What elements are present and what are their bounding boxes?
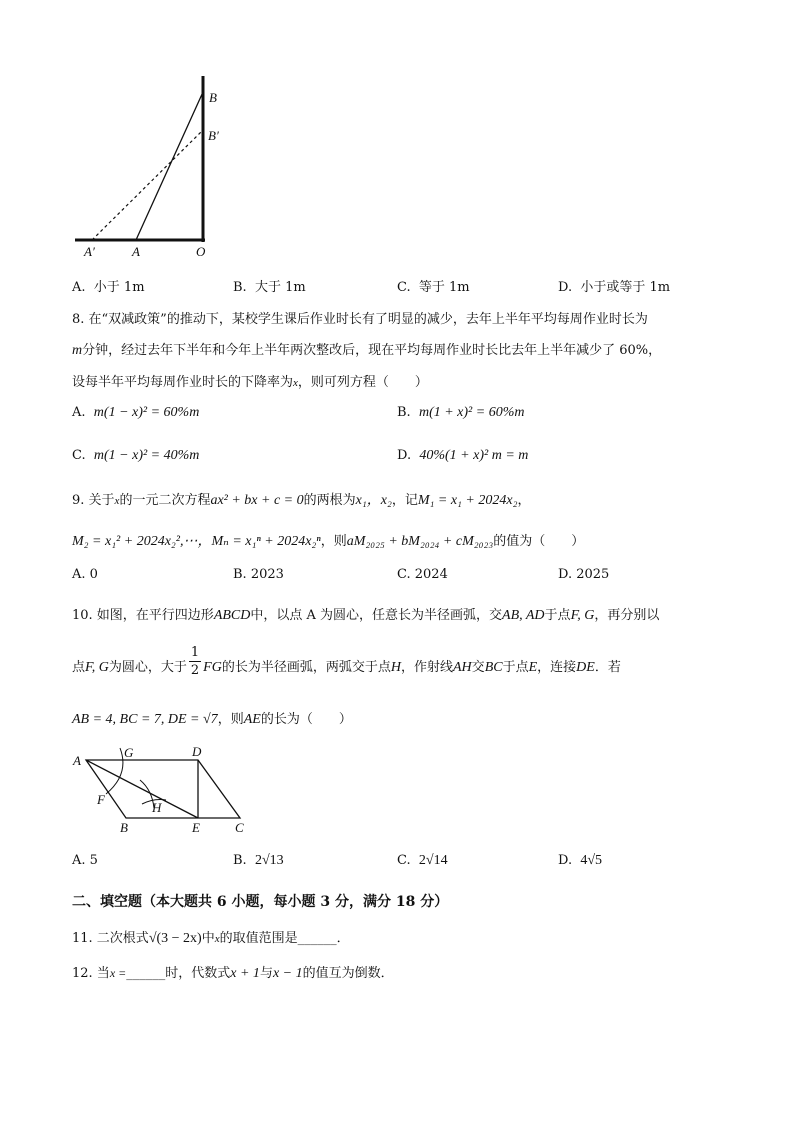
label-O: O xyxy=(196,244,206,259)
q10-line-1: 10. 如图，在平行四边形ABCD中，以点 A 为圆心，任意长为半径画弧，交AB, AD于点F, G，再分别以 xyxy=(72,608,660,623)
q10-option-a: A. 5 xyxy=(72,853,98,868)
parallelogram-figure xyxy=(70,740,260,840)
label-B: B xyxy=(209,90,217,105)
q9-option-c: C. 2024 xyxy=(397,567,448,582)
section-2-title: 二、填空题（本大题共 6 小题，每小题 3 分，满分 18 分） xyxy=(72,894,449,910)
label-A: A xyxy=(73,753,81,768)
q8-line-1: 8. 在“双减政策”的推动下，某校学生课后作业时长有了明显的减少，去年上半年平均每周作业时长为 xyxy=(72,312,648,327)
label-H: H xyxy=(152,800,162,815)
label-E: E xyxy=(192,820,200,835)
ladder-figure xyxy=(70,70,240,265)
q12-blank[interactable]: ______ xyxy=(126,966,166,981)
fraction-half: $\frac{1}{2}$ xyxy=(190,645,200,678)
q7-option-c: C. 等于 1m xyxy=(397,280,470,295)
q12-line: 12. 当x =______时，代数式x + 1与x − 1的值互为倒数． xyxy=(72,966,394,981)
label-A: A xyxy=(132,244,140,259)
parallelogram-abcd xyxy=(86,760,240,818)
label-B: B xyxy=(120,820,128,835)
q7-option-a: A. 小于 1m xyxy=(72,280,145,295)
q11-blank[interactable]: ______ xyxy=(297,931,337,946)
q9-line-2: M₂ = x₁² + 2024x₂²,⋯，Mₙ = x₁ⁿ + 2024x₂ⁿ，则aM₂₀₂₅ + bM₂₀₂₄ + cM₂₀₂₃的值为（ ） xyxy=(72,534,585,549)
label-B-prime: B′ xyxy=(208,128,219,143)
q8-line-2: m分钟，经过去年下半年和今年上半年两次整改后，现在平均每周作业时长比去年上半年减少了 60%， xyxy=(72,343,662,358)
label-F: F xyxy=(97,792,105,807)
q8-option-b: B. m(1 + x)² = 60%m xyxy=(397,405,525,420)
ray-ae xyxy=(86,760,198,818)
q10-line-2: 点F, G为圆心，大于 $\frac{1}{2}$ FG的长为半径画弧，两弧交于点H，作射线AH交BC于点E，连接DE．若 xyxy=(72,645,621,678)
q10-option-c: C. 2√14 xyxy=(397,853,448,868)
q9-option-d: D. 2025 xyxy=(558,567,610,582)
label-D: D xyxy=(192,744,202,759)
q10-option-d: D. 4√5 xyxy=(558,853,603,868)
label-G: G xyxy=(124,745,134,760)
q8-line-3: 设每半年平均每周作业时长的下降率为x，则可列方程（ ） xyxy=(72,375,428,390)
q7-option-b: B. 大于 1m xyxy=(233,280,306,295)
ladder-dashed xyxy=(92,130,203,240)
q9-line-1: 9. 关于x的一元二次方程ax² + bx + c = 0的两根为x₁，x₂，记M₁ = x₁ + 2024x₂， xyxy=(72,493,531,508)
q9-option-b: B. 2023 xyxy=(233,567,284,582)
q10-line-3: AB = 4, BC = 7, DE = √7，则AE的长为（ ） xyxy=(72,712,352,727)
q11-line: 11. 二次根式√(3 − 2x)中x的取值范围是______． xyxy=(72,931,350,946)
q8-option-d: D. 40%(1 + x)² m = m xyxy=(397,448,529,463)
ladder-solid xyxy=(136,92,203,240)
q8-option-a: A. m(1 − x)² = 60%m xyxy=(72,405,200,420)
q9-option-a: A. 0 xyxy=(72,567,98,582)
label-A-prime: A′ xyxy=(84,244,95,259)
label-C: C xyxy=(235,820,244,835)
q7-option-d: D. 小于或等于 1m xyxy=(558,280,671,295)
q10-option-b: B. 2√13 xyxy=(233,853,284,868)
q8-option-c: C. m(1 − x)² = 40%m xyxy=(72,448,200,463)
